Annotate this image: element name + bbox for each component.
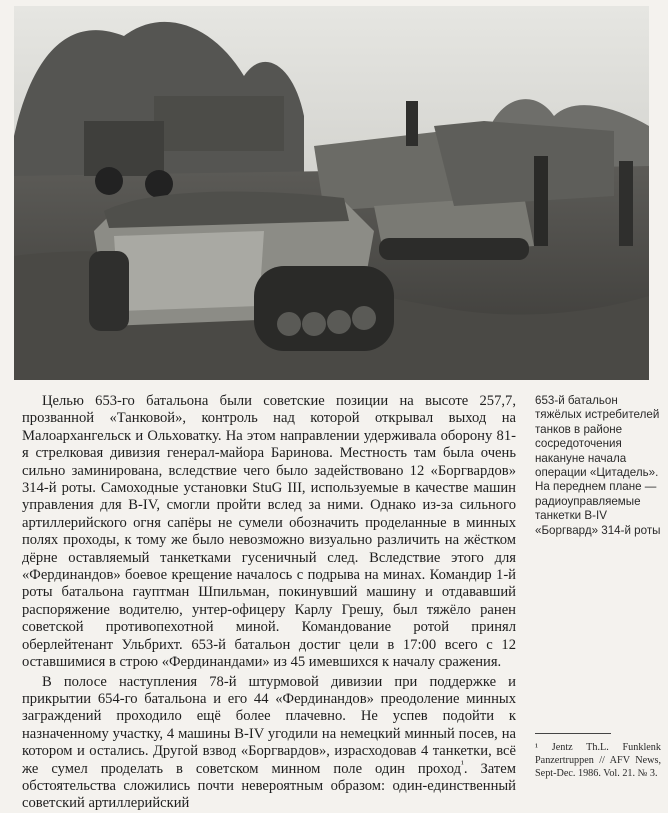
footnote: ¹ Jentz Th.L. Funklenk Panzertruppen // AFV News, Sept-Dec. 1986. Vol. 21. № 3. xyxy=(535,742,661,779)
paragraph-2-text: В полосе наступления 78-й штурмовой дивизии при поддержке и прикрытии 654-го батальона и его 44 «Фердинандов» преодоление минных заграждений проходило ещё более плачевно. Не успев подойти к назначенному участку, 4 машины B-IV угодили на немецкий минный посев, на котором и остались. Другой взвод «Боргвардов», израсходовав 4 танкетки, всё же сумел проделать в советском минном поле один проход xyxy=(22,673,516,777)
tank-column-photo xyxy=(14,6,649,380)
footnote-divider xyxy=(535,733,611,734)
paragraph-1: Целью 653-го батальона были советские позиции на высоте 257,7, прозванной «Танковой», контроль над которой открывал выход на Малоархангельск и Ольховатку. На этом направлении удерживала оборону 81-я стрелковая дивизия генерал-майора Баринова. Местность там была очень сильно заминирована, вследствие чего было задействовано 12 «Боргвардов» 314-й роты. Самоходные установки StuG III, используемые в качестве машин управления для B-IV, смогли пройти вслед за ними. Однако из-за сильного артиллерийского огня сапёры не сумели обозначить проделанные в минных полях проходы, к тому же было невозможно визуально различить на жёстком дёрне оставляемый танкетками гусеничный след. Вследствие этого для «Фердинандов» боевое крещение началось с подрыва на минах. Командир 1-й роты батальона гауптман Шпильман, покинувший машину и отдававший распоряжение водителю, унтер-офицеру Карлу Грешу, был тяжёло ранен советской противопехотной миной. Командование ротой принял оберлейтенант Ульбрихт. 653-й батальон достиг цели в 17:00 всего с 12 оставшимися в строю «Фердинандами» из 45 имевшихся к началу сражения. xyxy=(22,393,516,671)
main-text xyxy=(22,393,516,813)
paragraph-2 xyxy=(22,674,516,813)
tank-column-photo-icon xyxy=(14,6,649,380)
paragraph-2-continuation: . Затем обстоятельства сложились почти невероятным образом: один-единственный советский артиллерийский xyxy=(22,760,516,812)
photo-caption: 653-й батальон тяжёлых истребителей танков в районе сосредоточения накануне начала операции «Цитадель». На переднем плане — радиоуправляемые танкетки B-IV «Боргвард» 314-й роты xyxy=(535,394,661,537)
footnote-ref: ¹ xyxy=(461,759,464,770)
